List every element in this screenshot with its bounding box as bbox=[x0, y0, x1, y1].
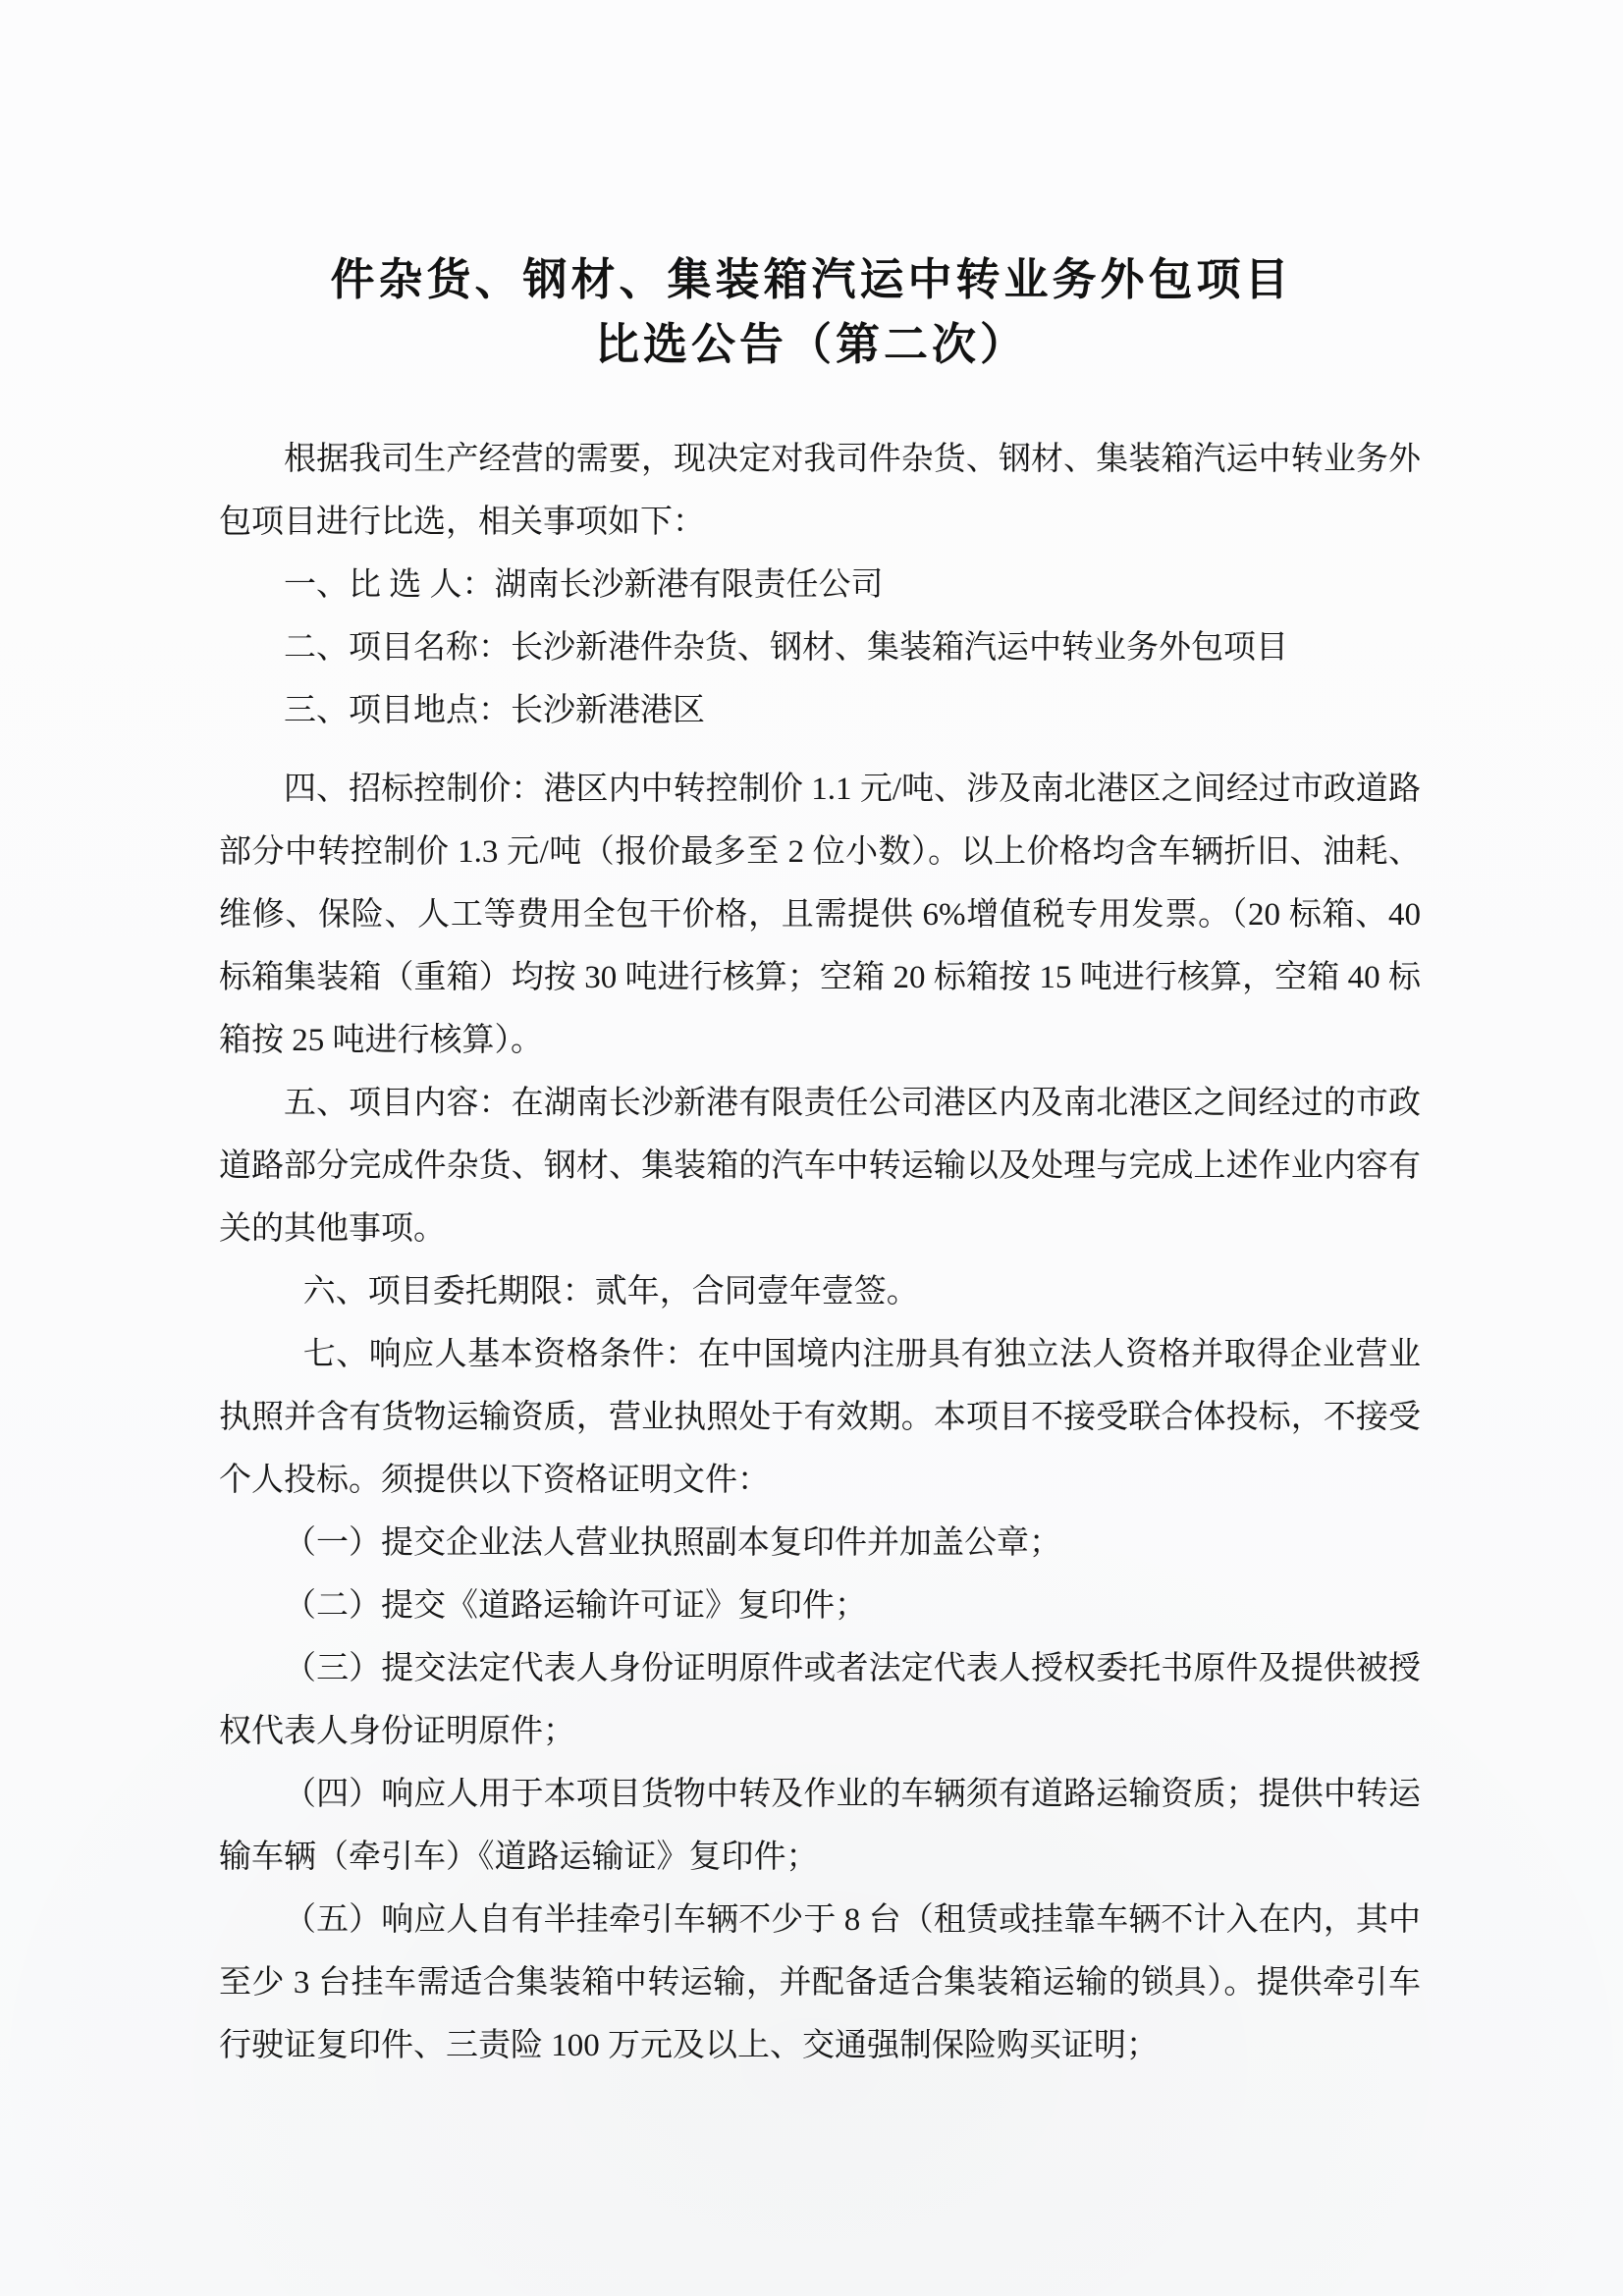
paragraph-item-6: 六、项目委托期限：贰年，合同壹年壹签。 bbox=[302, 1274, 919, 1309]
document-title-line-1: 件杂货、钢材、集装箱汽运中转业务外包项目 bbox=[330, 253, 1293, 305]
paragraph-sub-4: （四）响应人用于本项目货物中转及作业的车辆须有道路运输资质；提供中转运输车辆（牵引车）《道路运输证》复印件； bbox=[219, 1777, 1421, 1875]
paragraph-item-7: 七、响应人基本资格条件：在中国境内注册具有独立法人资格并取得企业营业执照并含有货物运输资质，营业执照处于有效期。本项目不接受联合体投标，不接受个人投标。须提供以下资格证明文件： bbox=[219, 1337, 1421, 1498]
document-body bbox=[219, 428, 1421, 2077]
paragraph-intro: 根据我司生产经营的需要，现决定对我司件杂货、钢材、集装箱汽运中转业务外包项目进行比选，相关事项如下： bbox=[219, 442, 1421, 540]
paragraph-sub-5: （五）响应人自有半挂牵引车辆不少于 8 台（租赁或挂靠车辆不计入在内，其中至少 3 台挂车需适合集装箱中转运输，并配备适合集装箱运输的锁具）。提供牵引车行驶证复印件、三责险 100 万元及以上、交通强制保险购买证明； bbox=[219, 1902, 1421, 2063]
paragraph-sub-3: （三）提交法定代表人身份证明原件或者法定代表人授权委托书原件及提供被授权代表人身份证明原件； bbox=[219, 1651, 1421, 1749]
document-title-line-2: 比选公告（第二次） bbox=[594, 318, 1028, 370]
paragraph-item-5: 五、项目内容：在湖南长沙新港有限责任公司港区内及南北港区之间经过的市政道路部分完成件杂货、钢材、集装箱的汽车中转运输以及处理与完成上述作业内容有关的其他事项。 bbox=[219, 1086, 1421, 1247]
paragraph-item-3: 三、项目地点：长沙新港港区 bbox=[284, 693, 705, 728]
paragraph-item-2: 二、项目名称：长沙新港件杂货、钢材、集装箱汽运中转业务外包项目 bbox=[284, 630, 1288, 666]
paragraph-sub-2: （二）提交《道路运输许可证》复印件； bbox=[284, 1588, 867, 1624]
paragraph-item-1: 一、比 选 人：湖南长沙新港有限责任公司 bbox=[284, 567, 884, 603]
paragraph-sub-1: （一）提交企业法人营业执照副本复印件并加盖公章； bbox=[284, 1525, 1061, 1561]
paragraph-item-4: 四、招标控制价：港区内中转控制价 1.1 元/吨、涉及南北港区之间经过市政道路部分中转控制价 1.3 元/吨（报价最多至 2 位小数）。以上价格均含车辆折旧、油耗、维修、保险、人工等费用全包干价格，且需提供 6%增值税专用发票。（20 标箱、40 标箱集装箱（重箱）均按 30 吨进行核算；空箱 20 标箱按 15 吨进行核算，空箱 40 标箱按 25 吨进行核算）。 bbox=[219, 772, 1421, 1058]
document-title bbox=[0, 0, 1623, 377]
